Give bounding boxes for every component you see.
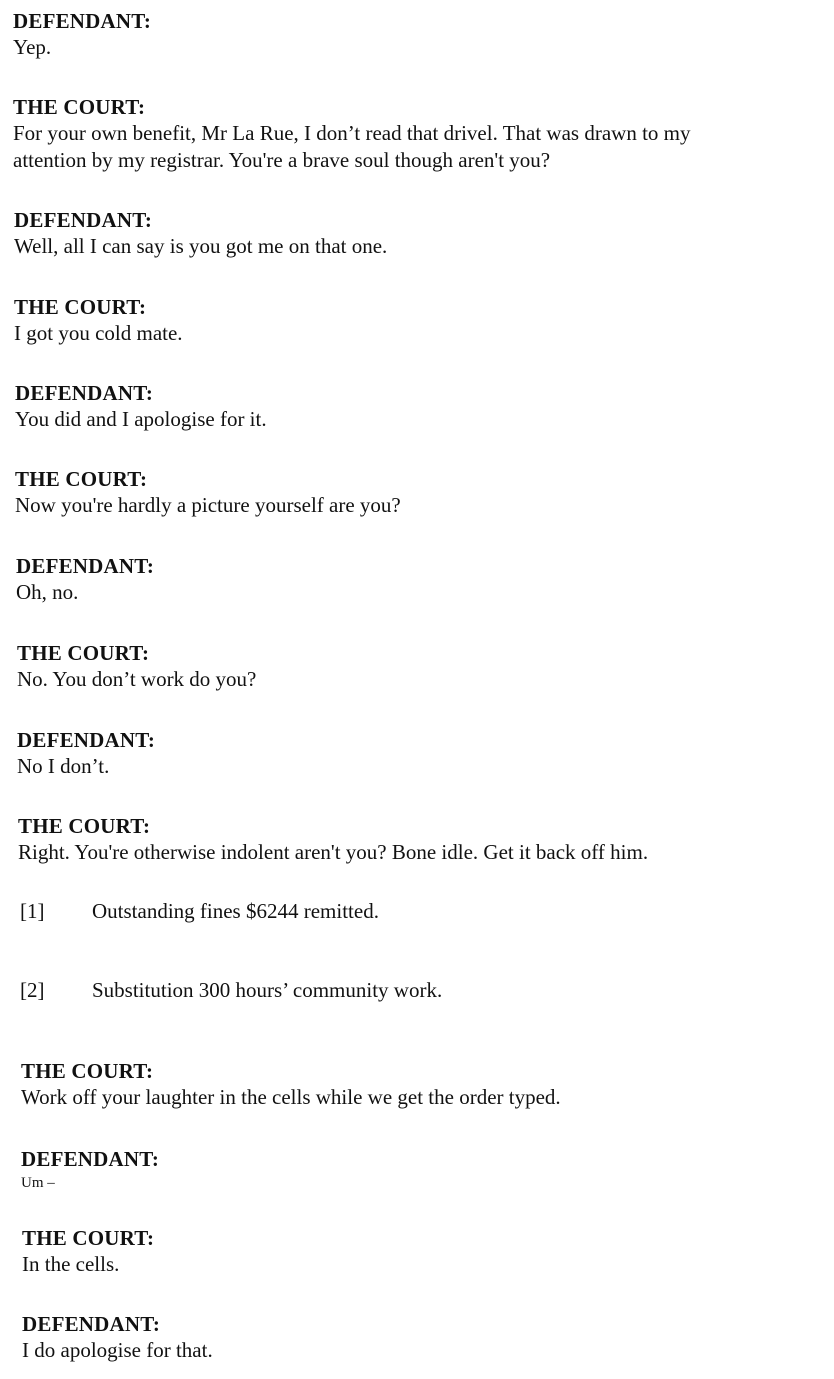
speaker-label: THE COURT: — [13, 95, 146, 119]
speech-line: In the cells. — [22, 1252, 120, 1276]
exchange — [16, 553, 154, 606]
speech-line: Oh, no. — [16, 580, 79, 604]
speech-line: Um – — [21, 1175, 55, 1191]
speech-line: Now you're hardly a picture yourself are you? — [15, 493, 401, 517]
speech-line: No. You don’t work do you? — [17, 667, 257, 691]
speech-line: attention by my registrar. You're a brave soul though aren't you? — [13, 148, 551, 172]
exchange — [15, 380, 267, 433]
speech-line: Right. You're otherwise indolent aren't you? Bone idle. Get it back off him. — [18, 840, 649, 864]
exchange — [17, 640, 256, 693]
order-text: Outstanding fines $6244 remitted. — [92, 899, 379, 923]
speech-line: I got you cold mate. — [14, 321, 183, 345]
speech-line: Work off your laughter in the cells while we get the order typed. — [21, 1085, 561, 1109]
exchange — [21, 1058, 561, 1111]
order-number: [1] — [20, 899, 45, 923]
exchange — [13, 94, 691, 174]
speaker-label: DEFENDANT: — [13, 9, 152, 33]
speaker-label: THE COURT: — [22, 1226, 155, 1250]
speaker-label: DEFENDANT: — [22, 1312, 161, 1336]
exchange — [15, 466, 401, 519]
speaker-label: DEFENDANT: — [15, 381, 154, 405]
speaker-label: DEFENDANT: — [14, 208, 153, 232]
exchange — [22, 1311, 213, 1364]
order-item — [20, 977, 620, 1004]
exchange — [14, 294, 183, 347]
speaker-label: THE COURT: — [15, 467, 148, 491]
speaker-label: THE COURT: — [17, 641, 150, 665]
exchange — [13, 8, 151, 61]
speech-line: Well, all I can say is you got me on that one. — [14, 234, 388, 258]
speaker-label: THE COURT: — [14, 295, 147, 319]
exchange — [14, 207, 387, 260]
speaker-label: DEFENDANT: — [16, 554, 155, 578]
exchange — [17, 727, 155, 780]
order-number: [2] — [20, 978, 45, 1002]
exchange — [21, 1146, 159, 1194]
speech-line: You did and I apologise for it. — [15, 407, 267, 431]
speech-line: For your own benefit, Mr La Rue, I don’t read that drivel. That was drawn to my — [13, 121, 691, 145]
speaker-label: THE COURT: — [21, 1059, 154, 1083]
speech-line: Yep. — [13, 35, 52, 59]
exchange — [22, 1225, 154, 1278]
order-item — [20, 898, 620, 925]
speaker-label: THE COURT: — [18, 814, 151, 838]
speech-line: I do apologise for that. — [22, 1338, 213, 1362]
exchange — [18, 813, 648, 866]
order-text: Substitution 300 hours’ community work. — [92, 978, 443, 1002]
speaker-label: DEFENDANT: — [21, 1147, 160, 1171]
speaker-label: DEFENDANT: — [17, 728, 156, 752]
speech-line: No I don’t. — [17, 754, 110, 778]
